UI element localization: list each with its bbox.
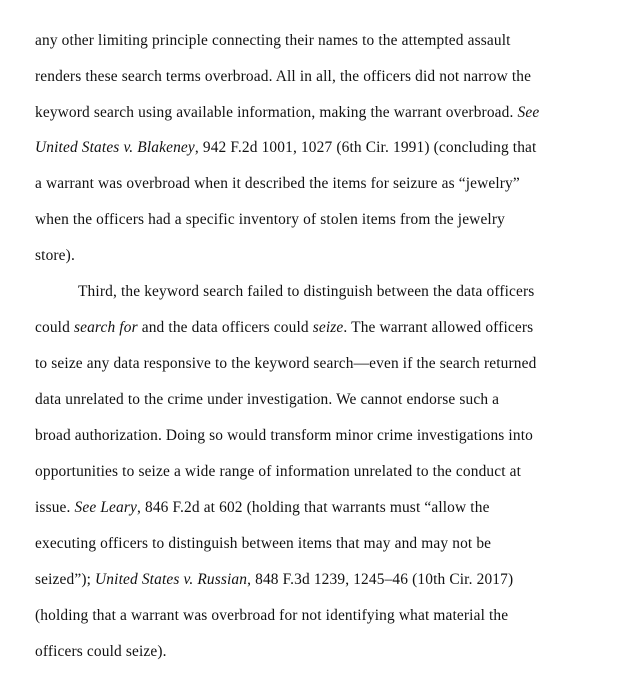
text-segment: Third, the keyword search failed to distinguish between the data officers: [78, 283, 535, 300]
text-line: [35, 32, 511, 50]
text-line: [35, 391, 499, 409]
text-line: [35, 68, 531, 86]
citation-signal: See: [517, 104, 540, 121]
text-segment: keyword search using available information, making the warrant overbroad.: [35, 104, 518, 121]
text-segment: executing officers to distinguish between items that may and may not be: [35, 535, 492, 552]
text-segment: broad authorization. Doing so would transform minor crime investigations into: [35, 427, 533, 444]
text-line: [35, 535, 491, 553]
emphasis-text: search for: [73, 319, 138, 336]
paragraph-start-line: [78, 283, 534, 301]
text-segment: to seize any data responsive to the keyword search—even if the search returned: [35, 355, 537, 372]
text-segment: officers could seize).: [35, 643, 167, 660]
text-segment: seized”);: [35, 571, 96, 588]
text-line: [35, 571, 513, 589]
text-line: [35, 247, 75, 265]
text-line: [35, 427, 533, 445]
text-segment: any other limiting principle connecting their names to the attempted assault: [35, 32, 511, 49]
text-segment: issue.: [35, 499, 75, 516]
text-segment: store).: [35, 247, 75, 264]
text-segment: and the data officers could: [137, 319, 313, 336]
text-line: [35, 463, 521, 481]
text-line: [35, 139, 536, 157]
case-name: See Leary: [74, 499, 137, 516]
text-segment: opportunities to seize a wide range of information unrelated to the conduct at: [35, 463, 522, 480]
text-segment: , 848 F.3d 1239, 1245–46 (10th Cir. 2017): [247, 571, 514, 588]
text-segment: , 846 F.2d at 602 (holding that warrants must “allow the: [137, 499, 490, 516]
text-segment: . The warrant allowed officers: [343, 319, 534, 336]
case-name: United States v. Blakeney: [35, 139, 195, 156]
text-line: [35, 607, 508, 625]
text-segment: could: [35, 319, 74, 336]
text-segment: a warrant was overbroad when it described the items for seizure as “jewelry”: [35, 175, 520, 192]
text-line: [35, 319, 533, 337]
text-line: [35, 643, 167, 661]
emphasis-text: seize: [312, 319, 344, 336]
case-name: United States v. Russian: [95, 571, 248, 588]
text-line: [35, 355, 536, 373]
text-segment: when the officers had a specific inventory of stolen items from the jewelry: [35, 211, 505, 228]
text-line: [35, 104, 539, 122]
text-segment: renders these search terms overbroad. All in all, the officers did not narrow the: [35, 68, 532, 85]
text-segment: , 942 F.2d 1001, 1027 (6th Cir. 1991) (concluding that: [194, 139, 537, 156]
text-segment: (holding that a warrant was overbroad for not identifying what material the: [35, 607, 509, 624]
text-segment: data unrelated to the crime under investigation. We cannot endorse such a: [35, 391, 500, 408]
text-line: [35, 211, 505, 229]
text-line: [35, 499, 490, 517]
text-line: [35, 175, 520, 193]
